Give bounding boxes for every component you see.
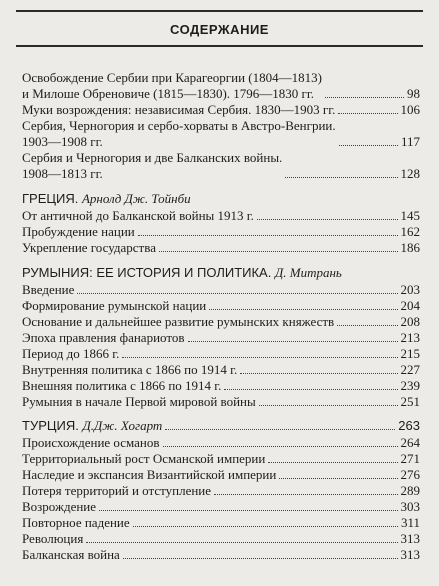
dot-leader — [188, 341, 398, 342]
dot-leader — [279, 478, 397, 479]
toc-entry[interactable] — [22, 208, 420, 224]
page-number: 303 — [400, 499, 420, 514]
entry-title-line: Укрепление государства — [22, 240, 156, 255]
page-number: 106 — [400, 102, 420, 117]
dot-leader — [133, 526, 398, 527]
toc-section — [22, 418, 420, 563]
page-number: 263 — [398, 418, 420, 433]
toc-entry[interactable] — [22, 499, 420, 515]
page-number: 251 — [400, 394, 420, 409]
dot-leader — [224, 389, 397, 390]
entry-title-line: Внешняя политика с 1866 по 1914 г. — [22, 378, 222, 393]
entry-title-line: 1903—1908 гг. — [22, 134, 103, 149]
entry-title-line: Сербия, Черногория и сербо-хорваты в Австро-Венгрии. — [22, 118, 336, 133]
section-title-main: ТУРЦИЯ. — [22, 418, 79, 433]
section-title-main: РУМЫНИЯ: ЕЕ ИСТОРИЯ И ПОЛИТИКА. — [22, 265, 272, 280]
toc-entry[interactable] — [22, 298, 420, 314]
toc-entry[interactable] — [22, 467, 420, 483]
page-number: 276 — [400, 467, 420, 482]
dot-leader — [138, 235, 398, 236]
entry-title-line: и Милоше Обреновиче (1815—1830). 1796—1830 гг. — [22, 86, 314, 101]
page-number: 208 — [400, 314, 420, 329]
dot-leader — [214, 494, 397, 495]
dot-leader — [123, 558, 398, 559]
section-title-author: Д. Митрань — [274, 265, 342, 280]
toc-entry[interactable] — [22, 70, 420, 102]
page-number: 117 — [400, 134, 420, 149]
dot-leader — [257, 219, 398, 220]
dot-leader — [339, 145, 398, 146]
toc-entry[interactable] — [22, 531, 420, 547]
entry-title-line: От античной до Балканской войны 1913 г. — [22, 208, 254, 223]
title-rule — [16, 45, 423, 47]
page-title: СОДЕРЖАНИЕ — [170, 22, 269, 37]
toc-section — [22, 190, 420, 256]
section-title-main: ГРЕЦИЯ. — [22, 191, 79, 206]
page-number: 204 — [400, 298, 420, 313]
entry-title-line: Сербия и Черногория и две Балканских войны. — [22, 150, 283, 165]
section-title-author: Арнолд Дж. Тойнби — [81, 191, 191, 206]
dot-leader — [325, 97, 404, 98]
entry-title-line: Возрождение — [22, 499, 97, 514]
toc-entry[interactable] — [22, 330, 420, 346]
entry-title-line: Освобождение Сербии при Карагеоргии (1804—1813) — [22, 70, 322, 85]
dot-leader — [165, 429, 395, 430]
page-number: 311 — [400, 515, 420, 530]
page-number: 264 — [400, 435, 420, 450]
page-number: 203 — [400, 282, 420, 297]
dot-leader — [209, 309, 397, 310]
page-number: 313 — [400, 547, 420, 562]
toc-entry[interactable] — [22, 314, 420, 330]
dot-leader — [159, 251, 398, 252]
entry-title-line: Балканская война — [22, 547, 120, 562]
toc-entry[interactable] — [22, 483, 420, 499]
toc-entry[interactable] — [22, 435, 420, 451]
toc-entry[interactable] — [22, 378, 420, 394]
entry-title-line: Формирование румынской нации — [22, 298, 207, 313]
entry-title-line: Повторное падение — [22, 515, 130, 530]
entry-title-line: Территориальный рост Османской империи — [22, 451, 266, 466]
page-number: 289 — [400, 483, 420, 498]
entry-title-line: Революция — [22, 531, 84, 546]
page-number: 98 — [407, 86, 420, 101]
entry-title-line: Румыния в начале Первой мировой войны — [22, 394, 256, 409]
dot-leader — [163, 446, 398, 447]
page-number: 213 — [400, 330, 420, 345]
toc-entry[interactable] — [22, 394, 420, 410]
page-number: 271 — [400, 451, 420, 466]
dot-leader — [77, 293, 397, 294]
toc-entry[interactable] — [22, 451, 420, 467]
dot-leader — [285, 177, 397, 178]
toc-entry[interactable] — [22, 547, 420, 563]
section-title — [22, 264, 420, 281]
page-number: 215 — [400, 346, 420, 361]
entry-title-line: Муки возрождения: независимая Сербия. 1830—1903 гг. — [22, 102, 336, 117]
dot-leader — [86, 542, 397, 543]
section-title-author: Д.Дж. Хогарт — [82, 418, 163, 433]
section-title — [22, 418, 420, 434]
toc-entry[interactable] — [22, 150, 420, 182]
toc-entry[interactable] — [22, 362, 420, 378]
page-number: 227 — [400, 362, 420, 377]
page-number: 145 — [400, 208, 420, 223]
dot-leader — [259, 405, 398, 406]
dot-leader — [240, 373, 397, 374]
entry-title-line: Происхождение османов — [22, 435, 160, 450]
entry-title-line: Основание и дальнейшее развитие румынских княжеств — [22, 314, 335, 329]
entry-title-line: Внутренняя политика с 1866 по 1914 г. — [22, 362, 238, 377]
page-number: 239 — [400, 378, 420, 393]
toc-entry[interactable] — [22, 224, 420, 240]
dot-leader — [99, 510, 397, 511]
section-title — [22, 190, 420, 207]
dot-leader — [122, 357, 397, 358]
entry-title-line: Наследие и экспансия Византийской империи — [22, 467, 277, 482]
entry-title-line: Потеря территорий и отступление — [22, 483, 212, 498]
toc-section — [22, 70, 420, 182]
toc-entry[interactable] — [22, 346, 420, 362]
page-number: 186 — [400, 240, 420, 255]
entry-title-line: Период до 1866 г. — [22, 346, 120, 361]
table-of-contents — [22, 70, 420, 571]
dot-leader — [338, 113, 397, 114]
page-number: 313 — [400, 531, 420, 546]
entry-title-line: Пробуждение нации — [22, 224, 135, 239]
toc-entry[interactable] — [22, 240, 420, 256]
dot-leader — [337, 325, 397, 326]
toc-entry[interactable] — [22, 118, 420, 150]
page-number: 162 — [400, 224, 420, 239]
toc-entry[interactable] — [22, 282, 420, 298]
dot-leader — [268, 462, 397, 463]
toc-entry[interactable] — [22, 515, 420, 531]
entry-title-line: 1908—1813 гг. — [22, 166, 103, 181]
toc-section — [22, 264, 420, 410]
entry-title-line: Эпоха правления фанариотов — [22, 330, 185, 345]
toc-entry[interactable] — [22, 102, 420, 118]
entry-title-line: Введение — [22, 282, 75, 297]
top-rule — [16, 10, 423, 12]
page-number: 128 — [400, 166, 420, 181]
